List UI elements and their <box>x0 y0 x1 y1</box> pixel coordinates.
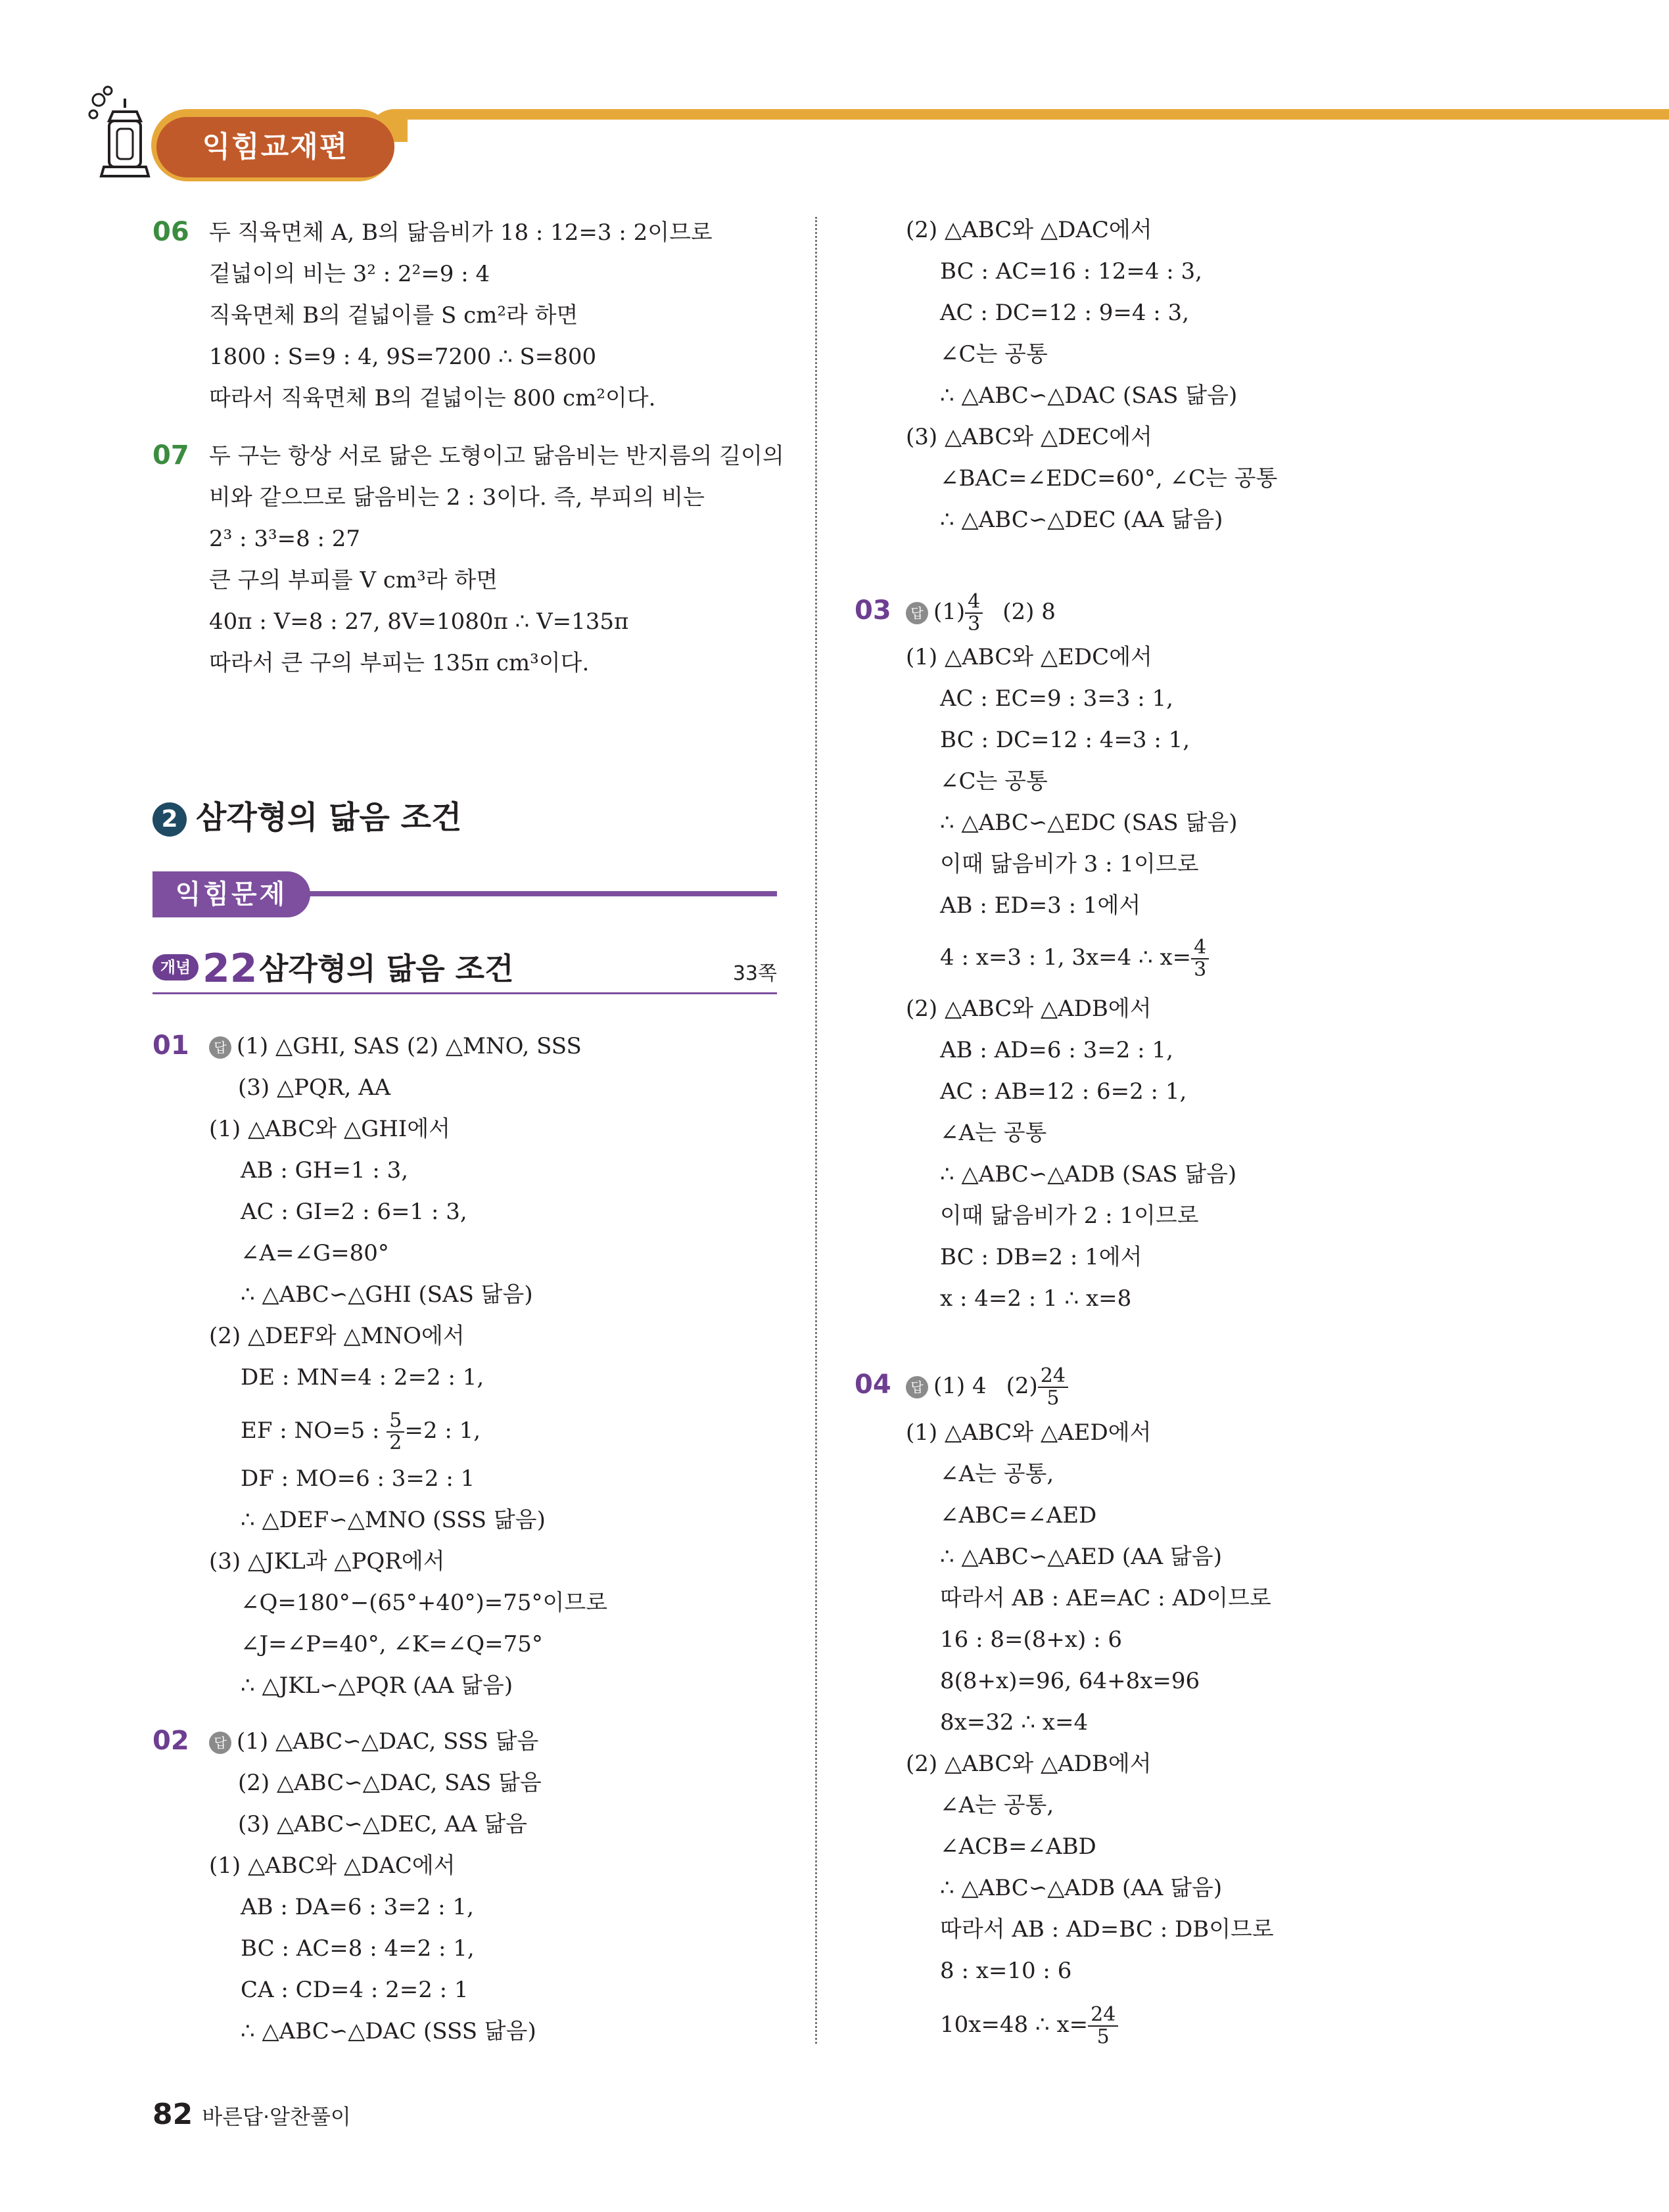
text-line: BC : DB=2 : 1에서 <box>940 1244 1142 1270</box>
text-line: 1800 : S=9 : 4, 9S=7200 ∴ S=800 <box>209 344 597 370</box>
text-line: DF : MO=6 : 3=2 : 1 <box>241 1465 475 1492</box>
text-line: 두 직육면체 A, B의 닮음비가 18 : 12=3 : 2이므로 <box>209 219 713 246</box>
text-line: 두 구는 항상 서로 닮은 도형이고 닮음비는 반지름의 길이의 <box>209 443 784 469</box>
column-divider <box>815 217 817 2044</box>
header-rule <box>394 109 1669 120</box>
concept-badge: 개념 <box>153 954 199 980</box>
text-line: ∴ △ABC∽△ADB (AA 닮음) <box>940 1875 1223 1901</box>
fraction: $\frac{24}{5}$ <box>1088 2004 1118 2048</box>
text-line: AC : EC=9 : 3=3 : 1, <box>940 685 1173 712</box>
answer-line: 답 (1) △ABC∽△DAC, SSS 닮음 <box>209 1728 538 1755</box>
text-line: ∠J=∠P=40°, ∠K=∠Q=75° <box>241 1631 543 1657</box>
fraction: $\frac{4}{3}$ <box>965 591 983 635</box>
answer-badge: 답 <box>906 1376 928 1398</box>
text-line: 따라서 AB : AD=BC : DB이므로 <box>940 1916 1274 1943</box>
text-line: ∴ △ABC∽△ADB (SAS 닮음) <box>940 1161 1237 1187</box>
text-line: 따라서 직육면체 B의 겉넓이는 800 cm²이다. <box>209 385 656 411</box>
concept-title: 삼각형의 닮음 조건 <box>259 951 514 986</box>
text-line: (1) △ABC와 △EDC에서 <box>906 644 1152 670</box>
text-line: 16 : 8=(8+x) : 6 <box>940 1626 1122 1653</box>
text-line: AB : DA=6 : 3=2 : 1, <box>241 1894 474 1920</box>
answer-line: (3) △PQR, AA <box>238 1074 391 1101</box>
text-line: AC : DC=12 : 9=4 : 3, <box>940 300 1189 326</box>
text-line: AC : AB=12 : 6=2 : 1, <box>940 1078 1187 1105</box>
text-line: ∠A=∠G=80° <box>241 1240 389 1266</box>
text-line: (3) △JKL과 △PQR에서 <box>209 1548 445 1575</box>
fraction: $\frac{24}{5}$ <box>1038 1366 1068 1409</box>
text-line: BC : AC=8 : 4=2 : 1, <box>241 1935 475 1962</box>
header-label: 익힘교재편 <box>156 117 394 177</box>
text-line: (2) △DEF와 △MNO에서 <box>209 1323 465 1349</box>
practice-label: 익힘문제 <box>153 871 310 917</box>
text-line: ∠C는 공통 <box>940 341 1048 367</box>
answer-line: (3) △ABC∽△DEC, AA 닮음 <box>238 1811 528 1837</box>
text-line: 따라서 AB : AE=AC : AD이므로 <box>940 1585 1271 1611</box>
text-line: ∴ △ABC∽△AED (AA 닮음) <box>940 1544 1222 1570</box>
text-line: DE : MN=4 : 2=2 : 1, <box>241 1364 484 1391</box>
text-line: BC : AC=16 : 12=4 : 3, <box>940 258 1202 285</box>
answer-line: 답 (1) △GHI, SAS (2) △MNO, SSS <box>209 1033 582 1059</box>
text-line: 8 : x=10 : 6 <box>940 1958 1072 1984</box>
text-line: (1) △ABC와 △GHI에서 <box>209 1116 451 1142</box>
text-line: x : 4=2 : 1 ∴ x=8 <box>940 1285 1132 1312</box>
question-number: 06 <box>153 217 189 247</box>
text-line: (1) △ABC와 △AED에서 <box>906 1419 1152 1446</box>
text-line: ∠A는 공통, <box>940 1461 1054 1487</box>
fraction: $\frac{4}{3}$ <box>1191 937 1209 980</box>
text-line: (2) △ABC와 △DAC에서 <box>906 217 1152 243</box>
concept-number: 22 <box>202 946 258 992</box>
text-line: 10x=48 ∴ x= $\frac{24}{5}$ <box>940 2004 1118 2048</box>
concept-header <box>153 945 777 994</box>
text-line: ∴ △ABC∽△EDC (SAS 닮음) <box>940 810 1238 836</box>
text-line: CA : CD=4 : 2=2 : 1 <box>241 1977 469 2003</box>
text-line: ∠C는 공통 <box>940 768 1048 795</box>
text-line: ∴ △ABC∽△DAC (SAS 닮음) <box>940 382 1238 409</box>
question-number: 01 <box>153 1030 189 1061</box>
footer <box>153 2098 351 2131</box>
text-line: ∠ACB=∠ABD <box>940 1833 1096 1860</box>
practice-rule <box>276 891 777 896</box>
answer-line: 답 (1) 4 (2) $\frac{24}{5}$ <box>906 1366 1068 1409</box>
text-line: AC : GI=2 : 6=1 : 3, <box>241 1199 467 1225</box>
text-line: ∴ △DEF∽△MNO (SSS 닮음) <box>241 1507 546 1533</box>
text-line: ∴ △JKL∽△PQR (AA 닮음) <box>241 1672 513 1699</box>
section-number: 2 <box>153 802 187 837</box>
text-line: ∴ △ABC∽△GHI (SAS 닮음) <box>241 1281 533 1308</box>
text-line: 8x=32 ∴ x=4 <box>940 1709 1089 1736</box>
text-line: ∠ABC=∠AED <box>940 1502 1097 1529</box>
answer-line: (2) △ABC∽△DAC, SAS 닮음 <box>238 1770 542 1796</box>
text-line: ∠BAC=∠EDC=60°, ∠C는 공통 <box>940 465 1278 492</box>
question-number: 04 <box>855 1370 891 1400</box>
answer-badge: 답 <box>209 1732 231 1754</box>
fraction: $\frac{5}{2}$ <box>387 1410 404 1454</box>
text-line: 겉넓이의 비는 3² : 2²=9 : 4 <box>209 261 490 287</box>
text-line: 비와 같으므로 닮음비는 2 : 3이다. 즉, 부피의 비는 <box>209 484 705 511</box>
answer-badge: 답 <box>906 602 928 624</box>
text-line: (3) △ABC와 △DEC에서 <box>906 424 1152 450</box>
question-number: 03 <box>855 595 891 626</box>
text-line: 8(8+x)=96, 64+8x=96 <box>940 1668 1200 1694</box>
text-line: AB : AD=6 : 3=2 : 1, <box>940 1037 1173 1063</box>
text-line: 따라서 큰 구의 부피는 135π cm³이다. <box>209 650 590 676</box>
text-line: ∠A는 공통, <box>940 1792 1054 1818</box>
text-line: 이때 닮음비가 3 : 1이므로 <box>940 851 1199 877</box>
text-line: ∴ △ABC∽△DEC (AA 닮음) <box>940 507 1223 533</box>
text-line: ∠A는 공통 <box>940 1120 1047 1146</box>
book-title: 바른답·알찬풀이 <box>202 2104 351 2129</box>
text-line: AB : GH=1 : 3, <box>241 1157 409 1184</box>
text-line: ∠Q=180°−(65°+40°)=75°이므로 <box>241 1590 608 1616</box>
text-line: 직육면체 B의 겉넓이를 S cm²라 하면 <box>209 302 578 329</box>
concept-page: 33쪽 <box>732 962 777 985</box>
text-line: EF : NO=5 : $\frac{5}{2}$ =2 : 1, <box>241 1409 481 1454</box>
text-line: (1) △ABC와 △DAC에서 <box>209 1853 456 1879</box>
text-line: 이때 닮음비가 2 : 1이므로 <box>940 1203 1199 1229</box>
text-line: 40π : V=8 : 27, 8V=1080π ∴ V=135π <box>209 609 629 635</box>
text-line: 2³ : 3³=8 : 27 <box>209 526 361 552</box>
text-line: BC : DC=12 : 4=3 : 1, <box>940 727 1190 753</box>
text-line: ∴ △ABC∽△DAC (SSS 닮음) <box>241 2018 536 2044</box>
question-number: 07 <box>153 440 189 471</box>
section-title-text: 삼각형의 닮음 조건 <box>196 799 462 836</box>
text-line: AB : ED=3 : 1에서 <box>940 892 1141 919</box>
text-line: (2) △ABC와 △ADB에서 <box>906 996 1152 1022</box>
section-title <box>153 792 461 837</box>
question-number: 02 <box>153 1726 189 1756</box>
text-line: 큰 구의 부피를 V cm³라 하면 <box>209 567 498 593</box>
text-line: (2) △ABC와 △ADB에서 <box>906 1751 1152 1777</box>
answer-badge: 답 <box>209 1036 231 1059</box>
answer-line: 답 (1) $\frac{4}{3}$ (2) 8 <box>906 591 1056 635</box>
text-line: 4 : x=3 : 1, 3x=4 ∴ x= $\frac{4}{3}$ <box>940 937 1209 980</box>
page-number: 82 <box>153 2098 193 2131</box>
